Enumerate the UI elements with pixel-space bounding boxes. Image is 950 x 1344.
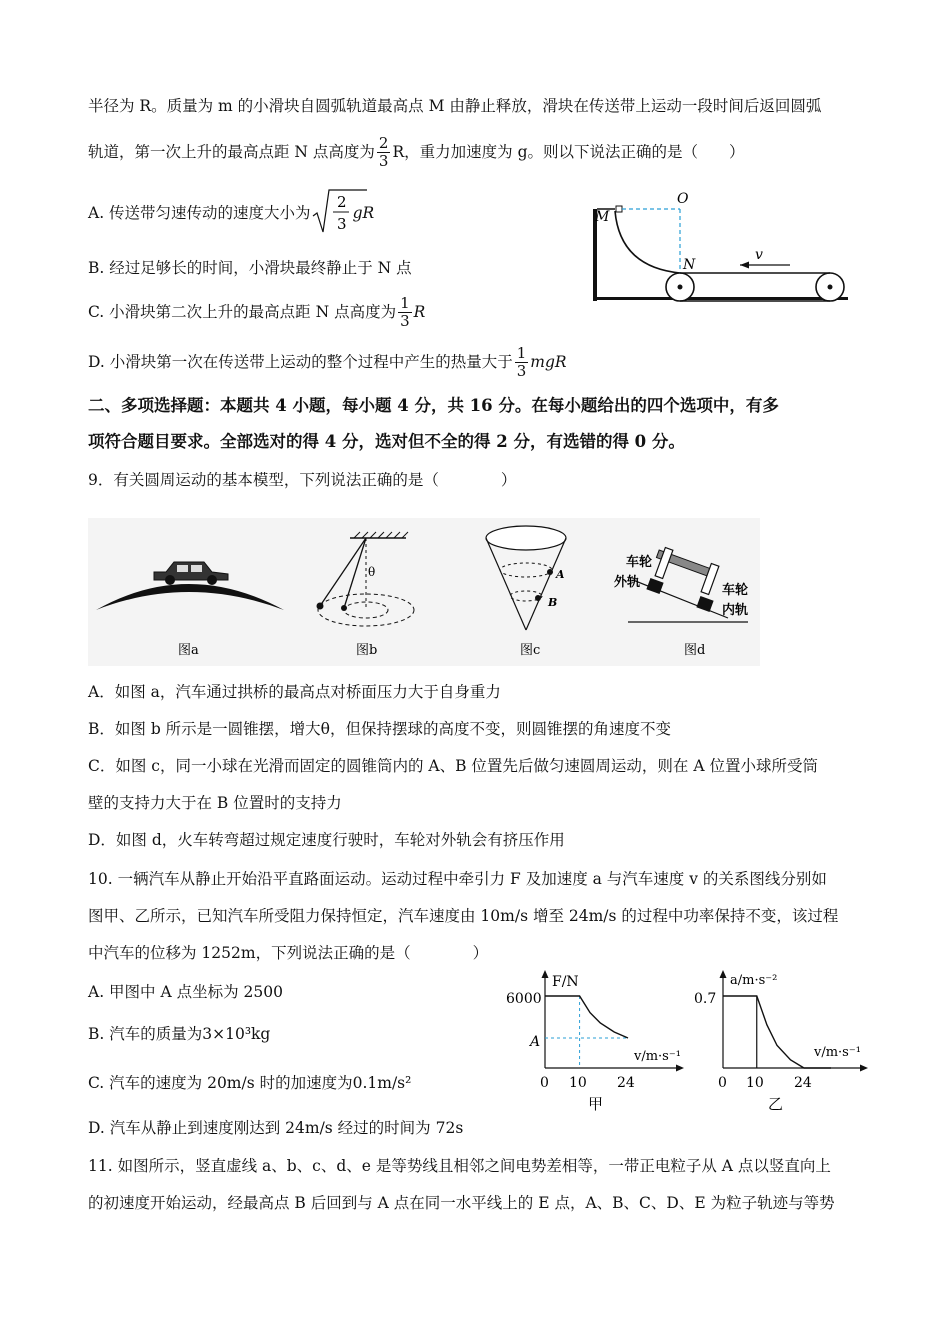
label-v: v [755,247,763,263]
frac-num: 1 [516,343,527,362]
label-outer-rail: 外轨 [614,575,641,590]
fig-c-caption: 图c [520,643,541,658]
pendulum-ball-2 [341,605,347,611]
q8-figure [585,185,855,310]
q9-option-d: D．如图 d，火车转弯超过规定速度行驶时，车轮对外轨会有挤压作用 [88,831,565,849]
theta-label: θ [368,565,376,579]
q8-option-a [88,188,374,238]
x-tick-24: 24 [617,1075,635,1091]
q8-option-c-text: C. 小滑块第二次上升的最高点距 N 点高度为 [88,303,397,321]
q8-option-b: B. 经过足够长的时间，小滑块最终静止于 N 点 [88,259,412,277]
frac-den: 3 [516,361,527,380]
frac-num: 1 [400,293,410,312]
q8-line2-a: 轨道，第一次上升的最高点距 N 点高度为 [88,143,375,161]
q11-line1: 11. 如图所示，竖直虚线 a、b、c、d、e 是等势线且相邻之间电势差相等，一带正电粒子从 A 点以竖直向上 [88,1157,831,1175]
F-v-curve [545,996,628,1038]
q9-stem: 9．有关圆周运动的基本模型，下列说法正确的是（ ） [88,471,517,489]
q9-option-c-line1: C．如图 c，同一小球在光滑而固定的圆锥筒内的 A、B 位置先后做匀速圆周运动，则在 A 位置小球所受筒 [88,757,818,775]
label-O: O [677,191,689,207]
q9-option-a: A．如图 a，汽车通过拱桥的最高点对桥面压力大于自身重力 [88,683,501,701]
q8-option-c [88,290,425,334]
label-inner-rail: 内轨 [722,603,749,618]
q10-option-a: A. 甲图中 A 点坐标为 2500 [88,983,283,1001]
slider-block [616,206,622,212]
x-axis-label: v/m·s⁻¹ [814,1045,861,1060]
chart-jia [500,966,690,1116]
chart-jia-title: 甲 [588,1095,604,1113]
chart-yi-title: 乙 [768,1095,784,1113]
x-tick-0: 0 [540,1075,549,1091]
fraction-2-3 [377,135,391,170]
q8-line1: 半径为 R。质量为 m 的小滑块自圆弧轨道最高点 M 由静止释放，滑块在传送带上运动一段时间后返回圆弧 [88,97,822,115]
section2-heading-line2: 项符合题目要求。全部选对的得 4 分，选对但不全的得 2 分，有选错的得 0 分。 [88,432,685,451]
label-wheel-inner: 车轮 [722,583,749,598]
frac-den: 3 [378,151,389,170]
q8-option-c-tail: R [413,303,426,321]
sqrt-den: 3 [336,214,347,233]
x-tick-0: 0 [718,1075,727,1091]
q8-option-d-text: D. 小滑块第一次在传送带上运动的整个过程中产生的热量大于 [88,353,513,371]
frac-den: 3 [400,311,410,330]
ground-line [593,297,848,300]
y-axis-label: F/N [552,974,579,990]
label-M: M [595,209,610,225]
fraction-1-3-d [515,345,529,380]
q10-option-c: C. 汽车的速度为 20m/s 时的加速度为0.1m/s² [88,1074,412,1092]
section2-heading-line1: 二、多项选择题：本题共 4 小题，每小题 4 分，共 16 分。在每小题给出的四个选项中，有多 [88,396,779,415]
label-wheel-outer: 车轮 [626,555,653,570]
sqrt-num: 2 [336,192,347,211]
label-A: A [556,568,565,581]
fig-d-caption: 图d [684,643,706,658]
cone-rim [486,526,566,550]
x-tick-10: 10 [569,1075,587,1091]
chart-yi [690,966,875,1116]
y-axis-label: a/m·s⁻² [730,973,778,988]
fig-b-caption: 图b [356,643,378,658]
q8-option-d [88,340,567,384]
q8-option-d-tail: mgR [530,353,567,371]
x-axis-label: v/m·s⁻¹ [634,1049,681,1064]
q10-option-d: D. 汽车从静止到速度刚达到 24m/s 经过的时间为 72s [88,1119,464,1137]
q10-line3: 中汽车的位移为 1252m，下列说法正确的是（ ） [88,944,489,962]
x-tick-10: 10 [746,1075,764,1091]
q10-line1: 10. 一辆汽车从静止开始沿平直路面运动。运动过程中牵引力 F 及加速度 a 与汽车速度 v 的关系图线分别如 [88,870,827,888]
fraction-1-3 [398,295,412,330]
frac-num: 2 [378,133,389,152]
label-N: N [683,257,696,273]
q8-option-a-text: A. 传送带匀速传动的速度大小为 [88,204,311,222]
q11-line2: 的初速度开始运动，经最高点 B 后回到与 A 点在同一水平线上的 E 点，A、B、C、D、E 为粒子轨迹与等势 [88,1194,835,1212]
y-tick-0.7: 0.7 [694,991,717,1007]
fig-a-caption: 图a [178,643,199,658]
y-tick-6000: 6000 [506,991,542,1007]
x-tick-24: 24 [794,1075,812,1091]
q9-option-b: B．如图 b 所示是一圆锥摆，增大θ，但保持摆球的高度不变，则圆锥摆的角速度不变 [88,720,672,738]
q9-option-c-line2: 壁的支持力大于在 B 位置时的支持力 [88,794,342,812]
arc-track [615,211,680,273]
pendulum-ball-1 [317,603,324,610]
q9-figures [88,518,760,666]
q8-option-a-tail: gR [352,204,375,222]
q10-line2: 图甲、乙所示，已知汽车所受阻力保持恒定，汽车速度由 10m/s 增至 24m/s 的过程中功率保持不变，该过程 [88,907,839,925]
ball-B [535,595,541,601]
y-tick-A: A [530,1034,541,1050]
q10-option-b: B. 汽车的质量为3×10³kg [88,1025,271,1043]
label-B: B [548,596,558,609]
q8-line2 [88,130,745,174]
q8-line2-b: R，重力加速度为 g。则以下说法正确的是（ ） [392,143,745,161]
ball-A [547,569,553,575]
